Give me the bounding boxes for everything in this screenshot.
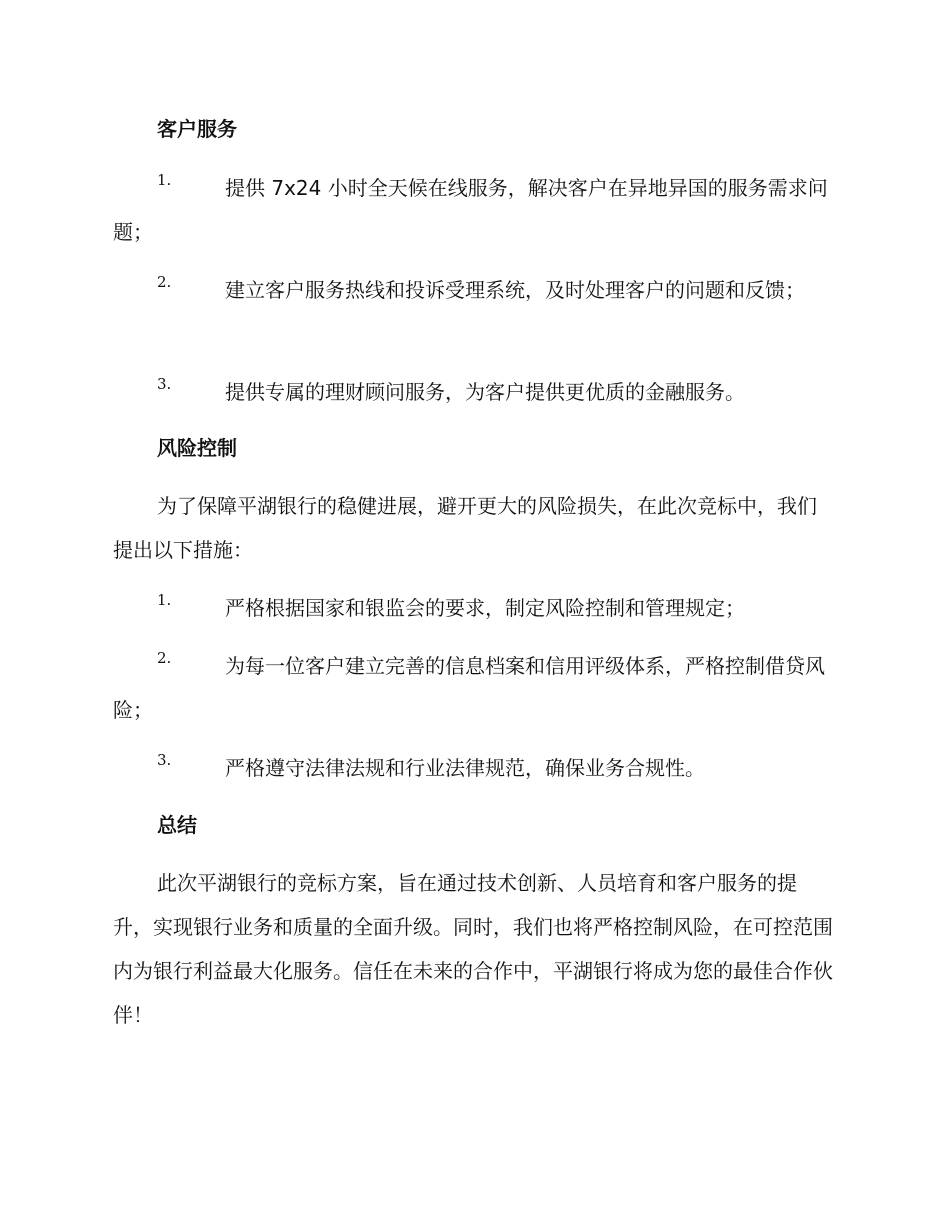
list-number: 1. bbox=[157, 591, 172, 609]
list-number: 3. bbox=[157, 751, 172, 769]
list-item-text: 为每一位客户建立完善的信息档案和信用评级体系，严格控制借贷风险； bbox=[113, 654, 825, 722]
list-number: 1. bbox=[157, 171, 172, 189]
list-number: 2. bbox=[157, 649, 172, 667]
section-heading-customer-service: 客户服务 bbox=[157, 117, 237, 141]
summary-paragraph: 此次平湖银行的竞标方案，旨在通过技术创新、人员培育和客户服务的提升，实现银行业务和质量的全面升级。同时，我们也将严格控制风险，在可控范围内为银行利益最大化服务。信任在未来的合作中，平湖银行将成为您的最佳合作伙伴！ bbox=[113, 871, 833, 1027]
list-item-text: 建立客户服务热线和投诉受理系统，及时处理客户的问题和反馈； bbox=[225, 278, 805, 302]
list-item-text: 严格遵守法律法规和行业法律规范，确保业务合规性。 bbox=[225, 756, 705, 780]
list-item-text: 提供 7x24 小时全天候在线服务，解决客户在异地异国的服务需求问题； bbox=[113, 176, 828, 244]
risk-intro-paragraph: 为了保障平湖银行的稳健进展，避开更大的风险损失，在此次竞标中，我们提出以下措施： bbox=[113, 494, 817, 562]
list-item-text: 提供专属的理财顾问服务，为客户提供更优质的金融服务。 bbox=[225, 380, 745, 404]
section-heading-risk-control: 风险控制 bbox=[157, 436, 237, 460]
section-heading-summary: 总结 bbox=[157, 813, 197, 837]
list-number: 3. bbox=[157, 375, 172, 393]
list-number: 2. bbox=[157, 273, 172, 291]
list-item-text: 严格根据国家和银监会的要求，制定风险控制和管理规定； bbox=[225, 596, 745, 620]
